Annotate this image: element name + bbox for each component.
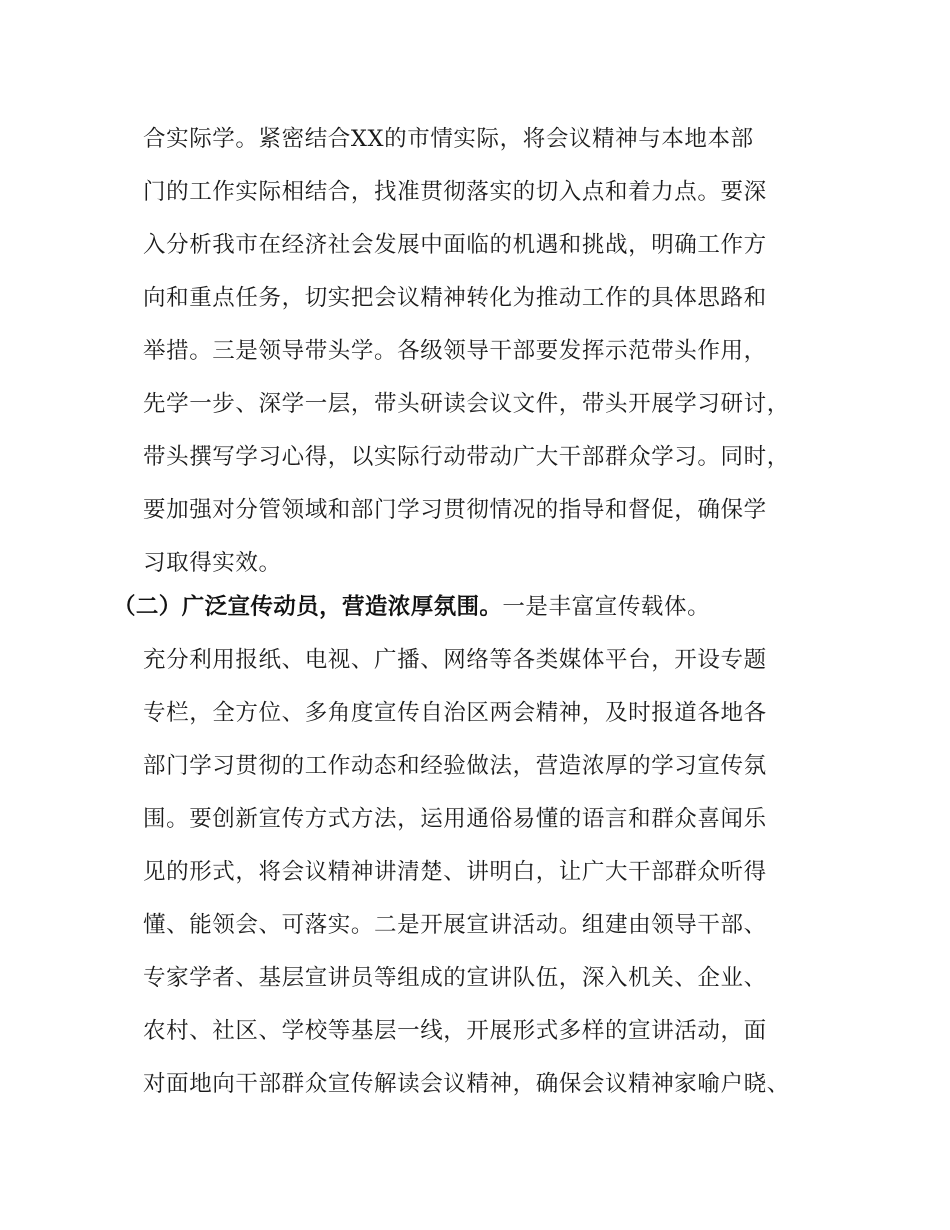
text-line: 合实际学。紧密结合XX的市情实际，将会议精神与本地本部 [143,126,754,152]
text-line: 先学一步、深学一层，带头研读会议文件，带头开展学习研讨， [143,391,790,417]
text-line: 习取得实效。 [143,550,282,576]
text-line: 要加强对分管领域和部门学习贯彻情况的指导和督促，确保学 [143,497,767,523]
text-line: 充分利用报纸、电视、广播、网络等各类媒体平台，开设专题 [143,647,767,673]
text-line: 专家学者、基层宣讲员等组成的宣讲队伍，深入机关、企业、 [143,965,767,991]
paragraph-first-line [113,592,710,622]
first-line-rest: 一是丰富宣传载体。 [502,594,711,620]
text-line: 部门学习贯彻的工作动态和经验做法，营造浓厚的学习宣传氛 [143,753,767,779]
text-line: 懂、能领会、可落实。二是开展宣讲活动。组建由领导干部、 [143,912,767,938]
text-line: 入分析我市在经济社会发展中面临的机遇和挑战，明确工作方 [143,232,767,258]
section-heading: （二）广泛宣传动员，营造浓厚氛围。 [113,594,503,620]
text-line: 围。要创新宣传方式方法，运用通俗易懂的语言和群众喜闻乐 [143,806,767,832]
text-line: 农村、社区、学校等基层一线，开展形式多样的宣讲活动，面 [143,1018,767,1044]
text-line: 向和重点任务，切实把会议精神转化为推动工作的具体思路和 [143,285,767,311]
text-line: 专栏，全方位、多角度宣传自治区两会精神，及时报道各地各 [143,700,767,726]
text-line: 举措。三是领导带头学。各级领导干部要发挥示范带头作用， [143,338,767,364]
text-line: 对面地向干部群众宣传解读会议精神，确保会议精神家喻户晓、 [143,1071,790,1097]
text-line: 门的工作实际相结合，找准贯彻落实的切入点和着力点。要深 [143,179,767,205]
text-line: 带头撰写学习心得，以实际行动带动广大干部群众学习。同时， [143,444,790,470]
text-line: 见的形式，将会议精神讲清楚、讲明白，让广大干部群众听得 [143,859,767,885]
